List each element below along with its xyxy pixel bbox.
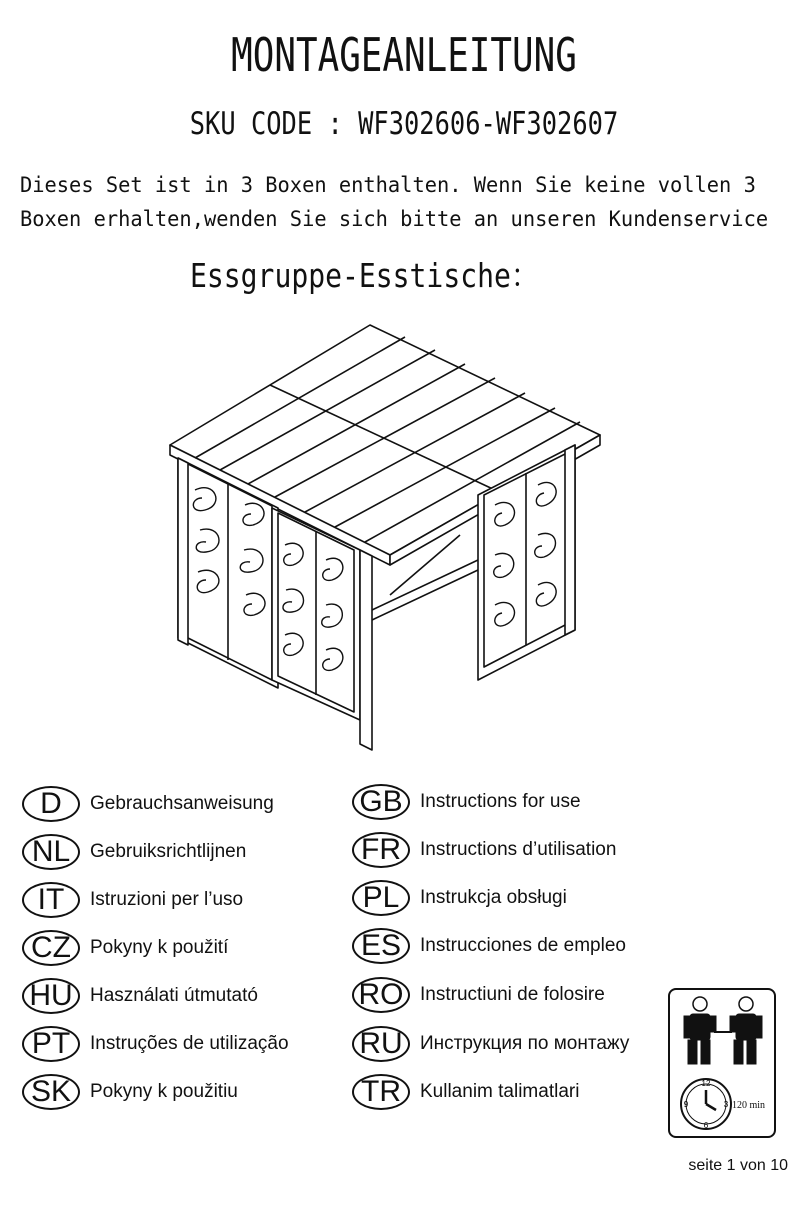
language-label: Pokyny k použití bbox=[90, 937, 229, 958]
document-title: MONTAGEANLEITUNG bbox=[231, 28, 577, 82]
language-label: Gebrauchsanweisung bbox=[90, 793, 274, 814]
sku-code: SKU CODE : WF302606-WF302607 bbox=[189, 106, 619, 142]
intro-line: Dieses Set ist in 3 Boxen enthalten. Wenn Sie keine vollen 3 bbox=[20, 173, 756, 197]
language-item bbox=[22, 1024, 289, 1064]
language-item bbox=[352, 878, 567, 918]
language-label: Instructions for use bbox=[420, 791, 581, 812]
intro-line: Boxen erhalten,wenden Sie sich bitte an unseren Kundenservice bbox=[20, 207, 769, 231]
intro-text bbox=[20, 168, 769, 236]
language-code-badge: FR bbox=[352, 832, 410, 868]
language-item bbox=[22, 1072, 238, 1112]
language-code-badge: HU bbox=[22, 978, 80, 1014]
assembly-time-label: 120 min bbox=[732, 1100, 766, 1111]
language-item bbox=[352, 830, 616, 870]
language-code-badge: GB bbox=[352, 784, 410, 820]
page-number: seite 1 von 10 bbox=[688, 1157, 788, 1174]
product-subtitle: Essgruppe-Esstische： bbox=[190, 256, 539, 295]
language-label: Gebruiksrichtlijnen bbox=[90, 841, 247, 862]
language-label: Instruções de utilização bbox=[90, 1033, 289, 1054]
clock-number: 12 bbox=[701, 1079, 711, 1088]
language-label: Инструкция по монтажу bbox=[420, 1033, 630, 1054]
language-label: Használati útmutató bbox=[90, 985, 258, 1006]
language-label: Instrukcja obsługi bbox=[420, 887, 567, 908]
language-item bbox=[22, 976, 258, 1016]
language-label: Instrucciones de empleo bbox=[420, 935, 626, 956]
dining-table-illustration bbox=[160, 310, 620, 760]
language-item bbox=[22, 784, 274, 824]
language-code-badge: SK bbox=[22, 1074, 80, 1110]
language-code-badge: CZ bbox=[22, 930, 80, 966]
language-code-badge: PL bbox=[352, 880, 410, 916]
clock-icon bbox=[676, 1074, 736, 1134]
language-code-badge: PT bbox=[22, 1026, 80, 1062]
language-label: Istruzioni per l’uso bbox=[90, 889, 244, 910]
clock-number: 6 bbox=[703, 1121, 709, 1130]
language-item bbox=[352, 782, 581, 822]
language-label: Instructiuni de folosire bbox=[420, 984, 605, 1005]
clock-number: 3 bbox=[723, 1100, 729, 1109]
language-item bbox=[22, 832, 246, 872]
language-item bbox=[352, 975, 605, 1015]
language-label: Instructions d’utilisation bbox=[420, 839, 617, 860]
language-item bbox=[22, 880, 243, 920]
language-item bbox=[352, 1024, 629, 1064]
language-item bbox=[352, 926, 626, 966]
assembly-time-box bbox=[668, 988, 776, 1138]
language-code-badge: TR bbox=[352, 1074, 410, 1110]
language-code-badge: RU bbox=[352, 1026, 410, 1062]
language-code-badge: IT bbox=[22, 882, 80, 918]
language-item bbox=[352, 1072, 579, 1112]
language-code-badge: ES bbox=[352, 928, 410, 964]
language-code-badge: NL bbox=[22, 834, 80, 870]
language-code-badge: RO bbox=[352, 977, 410, 1013]
language-label: Kullanim talimatlari bbox=[420, 1081, 580, 1102]
language-label: Pokyny k použitiu bbox=[90, 1081, 238, 1102]
clock-number: 9 bbox=[683, 1100, 689, 1109]
language-item bbox=[22, 928, 228, 968]
language-code-badge: D bbox=[22, 786, 80, 822]
